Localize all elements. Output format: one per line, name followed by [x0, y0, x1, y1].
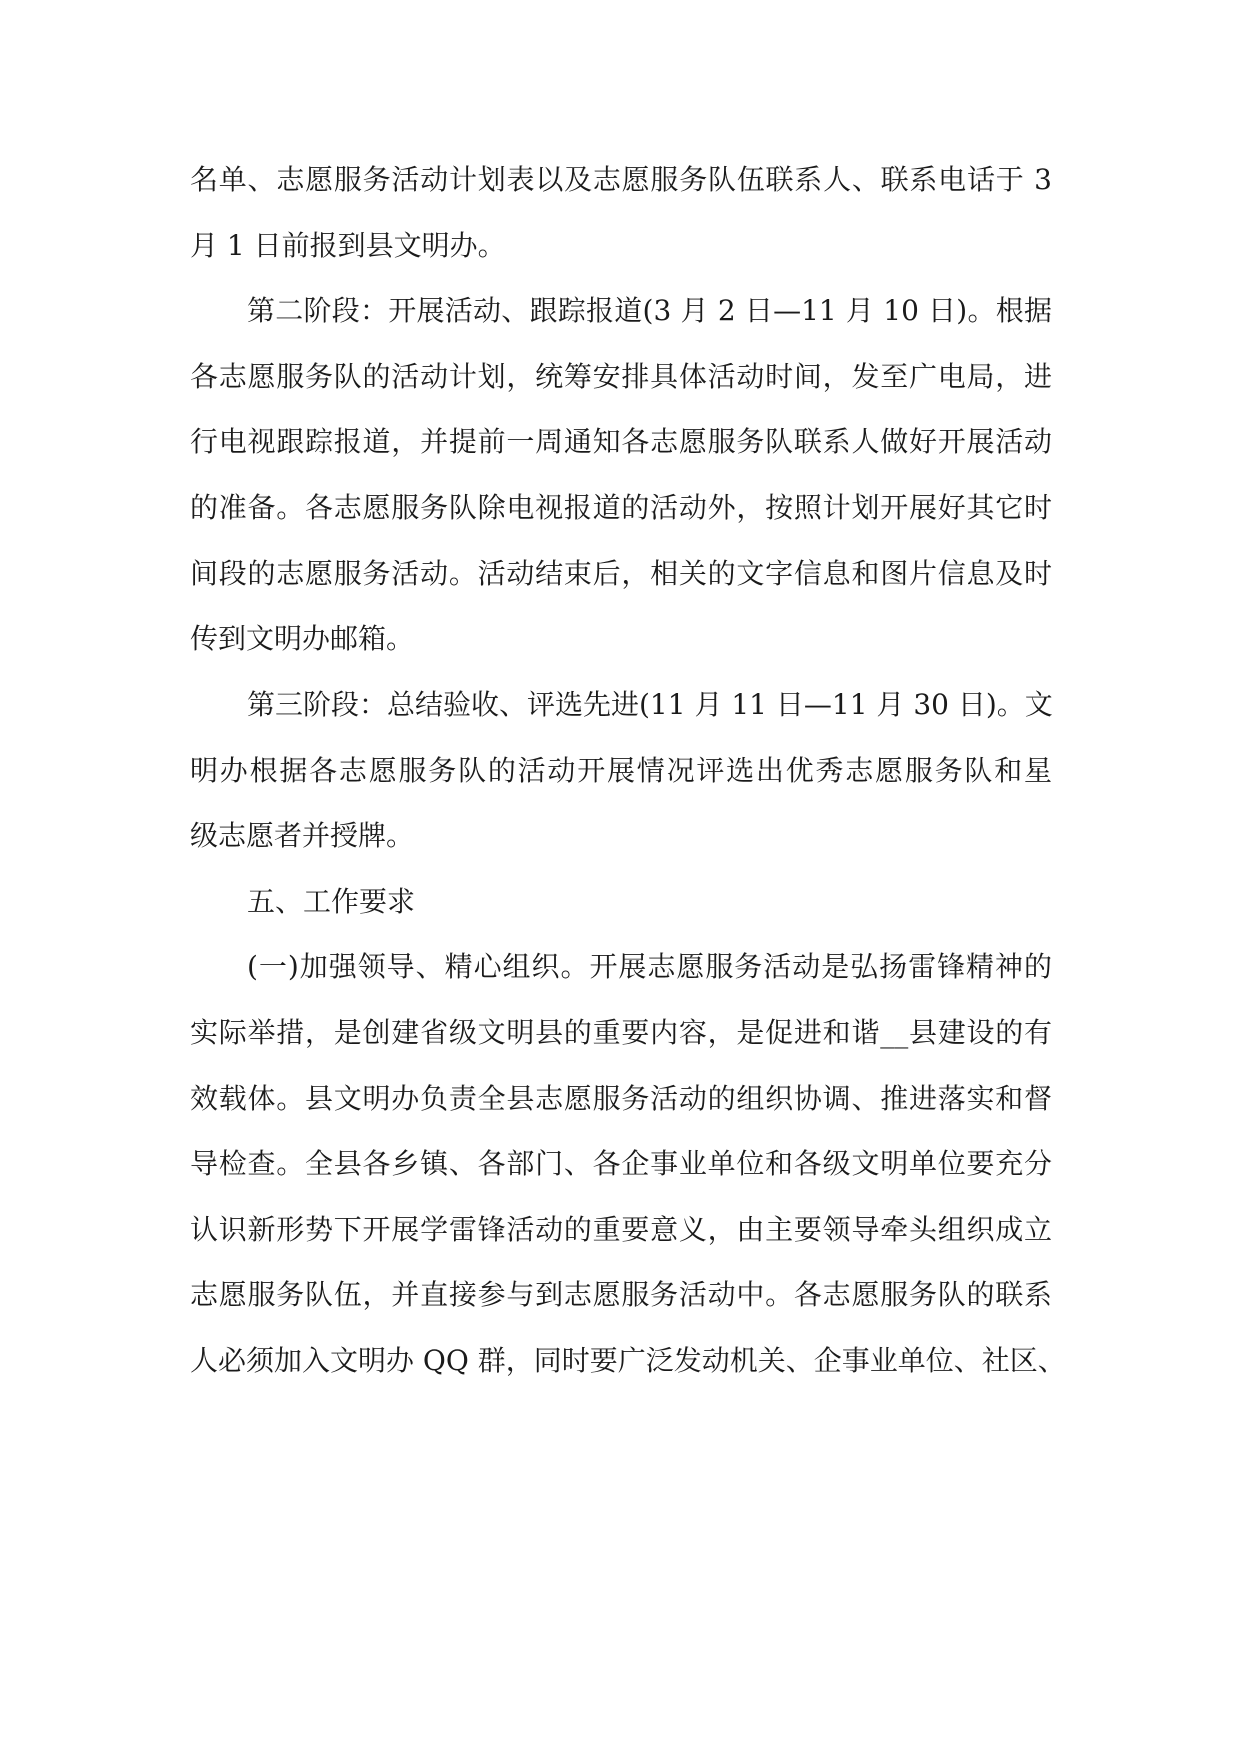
text-line: 认识新形势下开展学雷锋活动的重要意义，由主要领导牵头组织成立 [190, 1213, 1052, 1246]
text-line: 的准备。各志愿服务队除电视报道的活动外，按照计划开展好其它时 [190, 491, 1052, 524]
section-heading: 五、工作要求 [247, 885, 416, 918]
text-line: 人必须加入文明办 QQ 群，同时要广泛发动机关、企事业单位、社区、 [190, 1344, 1066, 1377]
text-line: 效载体。县文明办负责全县志愿服务活动的组织协调、推进落实和督 [190, 1082, 1052, 1115]
text-line: 行电视跟踪报道，并提前一周通知各志愿服务队联系人做好开展活动 [190, 425, 1052, 458]
paragraph-requirement-one-start: (一)加强领导、精心组织。开展志愿服务活动是弘扬雷锋精神的 [247, 950, 1052, 983]
text-line: 各志愿服务队的活动计划，统筹安排具体活动时间，发至广电局，进 [190, 360, 1052, 393]
text-line: 志愿服务队伍，并直接参与到志愿服务活动中。各志愿服务队的联系 [190, 1278, 1052, 1311]
text-line: 导检查。全县各乡镇、各部门、各企事业单位和各级文明单位要充分 [190, 1147, 1052, 1180]
text-line: 月 1 日前报到县文明办。 [190, 229, 506, 262]
text-line: 实际举措，是创建省级文明县的重要内容，是促进和谐__县建设的有 [190, 1016, 1052, 1049]
paragraph-stage-two-start: 第二阶段：开展活动、跟踪报道(3 月 2 日—11 月 10 日)。根据 [247, 294, 1052, 327]
text-line: 级志愿者并授牌。 [190, 819, 415, 852]
text-line: 明办根据各志愿服务队的活动开展情况评选出优秀志愿服务队和星 [190, 754, 1052, 787]
paragraph-stage-three-start: 第三阶段：总结验收、评选先进(11 月 11 日—11 月 30 日)。文 [247, 688, 1053, 721]
text-line: 间段的志愿服务活动。活动结束后，相关的文字信息和图片信息及时 [190, 557, 1052, 590]
text-line: 传到文明办邮箱。 [190, 622, 415, 655]
text-line: 名单、志愿服务活动计划表以及志愿服务队伍联系人、联系电话于 3 [190, 163, 1052, 196]
